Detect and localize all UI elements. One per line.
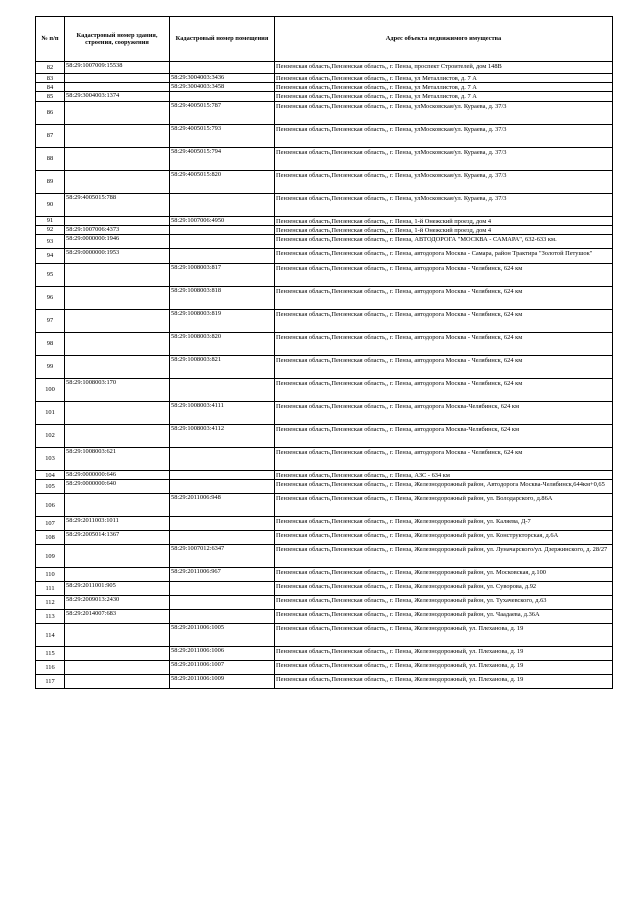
premises-cadastral-number: 58:29:1008003:4112 — [170, 425, 275, 448]
premises-cadastral-number — [170, 448, 275, 471]
table-row — [36, 74, 613, 83]
premises-cadastral-number: 58:29:4005015:794 — [170, 147, 275, 170]
address-cell: Пензенская область,Пензенская область,, г. Пенза, Железнодорожный район, ул. Володарского, д.86А — [275, 494, 613, 517]
table-row — [36, 83, 613, 92]
address-cell: Пензенская область,Пензенская область,, г. Пенза, ул Металлистов, д. 7 А — [275, 83, 613, 92]
building-cadastral-number: 58:29:0000000:640 — [65, 480, 170, 494]
address-cell: Пензенская область,Пензенская область,, г. Пенза, автодорога Москва-Челябинск, 624 км — [275, 425, 613, 448]
row-number: 107 — [36, 517, 65, 531]
row-number: 103 — [36, 448, 65, 471]
row-number: 106 — [36, 494, 65, 517]
table-row — [36, 517, 613, 531]
table-row — [36, 402, 613, 425]
table-row — [36, 531, 613, 545]
header-address: Адрес объекта недвижимого имущества — [275, 17, 613, 62]
premises-cadastral-number: 58:29:2011006:948 — [170, 494, 275, 517]
row-number: 102 — [36, 425, 65, 448]
address-cell: Пензенская область,Пензенская область,, г. Пенза, автодорога Москва - Челябинск, 624 км — [275, 264, 613, 287]
building-cadastral-number: 58:29:2005014:1367 — [65, 531, 170, 545]
premises-cadastral-number: 58:29:3004003:3458 — [170, 83, 275, 92]
address-cell: Пензенская область,Пензенская область,, г. Пенза, Железнодорожный, ул. Плеханова, д. 19 — [275, 647, 613, 661]
row-number: 90 — [36, 193, 65, 216]
row-number: 114 — [36, 624, 65, 647]
premises-cadastral-number — [170, 610, 275, 624]
table-row — [36, 310, 613, 333]
building-cadastral-number: 58:29:1007009:15538 — [65, 62, 170, 74]
building-cadastral-number — [65, 101, 170, 124]
table-row — [36, 249, 613, 264]
building-cadastral-number — [65, 568, 170, 582]
row-number: 87 — [36, 124, 65, 147]
building-cadastral-number — [65, 216, 170, 225]
row-number: 93 — [36, 235, 65, 249]
building-cadastral-number — [65, 170, 170, 193]
premises-cadastral-number: 58:29:1008003:821 — [170, 356, 275, 379]
row-number: 95 — [36, 264, 65, 287]
premises-cadastral-number: 58:29:4005015:820 — [170, 170, 275, 193]
premises-cadastral-number — [170, 249, 275, 264]
address-cell: Пензенская область,Пензенская область,, г. Пенза, автодорога Москва - Челябинск, 624 км — [275, 333, 613, 356]
row-number: 91 — [36, 216, 65, 225]
building-cadastral-number — [65, 264, 170, 287]
row-number: 85 — [36, 92, 65, 101]
building-cadastral-number — [65, 356, 170, 379]
header-building-cadastral: Кадастровый номер здания, строения, сооружения — [65, 17, 170, 62]
table-row — [36, 287, 613, 310]
row-number: 97 — [36, 310, 65, 333]
premises-cadastral-number: 58:29:2011006:1007 — [170, 661, 275, 675]
row-number: 111 — [36, 582, 65, 596]
row-number: 110 — [36, 568, 65, 582]
address-cell: Пензенская область,Пензенская область,, г. Пенза, автодорога Москва - Челябинск, 624 км — [275, 356, 613, 379]
premises-cadastral-number: 58:29:1007006:4950 — [170, 216, 275, 225]
table-row — [36, 494, 613, 517]
address-cell: Пензенская область,Пензенская область,, г. Пенза, ул Металлистов, д. 7 А — [275, 74, 613, 83]
address-cell: Пензенская область,Пензенская область,, г. Пенза, Железнодорожный, ул. Плеханова, д. 19 — [275, 624, 613, 647]
premises-cadastral-number: 58:29:4005015:787 — [170, 101, 275, 124]
table-row — [36, 545, 613, 568]
address-cell: Пензенская область,Пензенская область,, г. Пенза, 1-й Онежский проезд, дом 4 — [275, 216, 613, 225]
building-cadastral-number: 58:29:2011003:1011 — [65, 517, 170, 531]
premises-cadastral-number: 58:29:1008003:817 — [170, 264, 275, 287]
building-cadastral-number — [65, 83, 170, 92]
address-cell: Пензенская область,Пензенская область,, г. Пенза, проспект Строителей, дом 148В — [275, 62, 613, 74]
row-number: 96 — [36, 287, 65, 310]
row-number: 83 — [36, 74, 65, 83]
building-cadastral-number: 58:29:4005015:788 — [65, 193, 170, 216]
row-number: 105 — [36, 480, 65, 494]
premises-cadastral-number: 58:29:1008003:819 — [170, 310, 275, 333]
address-cell: Пензенская область,Пензенская область,, г. Пенза, ул Металлистов, д. 7 А — [275, 92, 613, 101]
row-number: 98 — [36, 333, 65, 356]
row-number: 109 — [36, 545, 65, 568]
premises-cadastral-number: 58:29:2011006:1009 — [170, 675, 275, 689]
premises-cadastral-number: 58:29:1008003:820 — [170, 333, 275, 356]
address-cell: Пензенская область,Пензенская область,, г. Пенза, автодорога Москва - Челябинск, 624 км — [275, 448, 613, 471]
table-row — [36, 675, 613, 689]
building-cadastral-number — [65, 545, 170, 568]
header-premises-cadastral: Кадастровый номер помещения — [170, 17, 275, 62]
address-cell: Пензенская область,Пензенская область,, г. Пенза, Железнодорожный, ул. Плеханова, д. 19 — [275, 675, 613, 689]
premises-cadastral-number: 58:29:1008003:818 — [170, 287, 275, 310]
premises-cadastral-number — [170, 471, 275, 480]
premises-cadastral-number — [170, 193, 275, 216]
row-number: 94 — [36, 249, 65, 264]
address-cell: Пензенская область,Пензенская область,, г. Пенза, 1-й Онежский проезд, дом 4 — [275, 225, 613, 234]
building-cadastral-number — [65, 124, 170, 147]
table-row — [36, 624, 613, 647]
table-row — [36, 92, 613, 101]
row-number: 101 — [36, 402, 65, 425]
building-cadastral-number: 58:29:3004003:1374 — [65, 92, 170, 101]
row-number: 113 — [36, 610, 65, 624]
building-cadastral-number — [65, 147, 170, 170]
table-row — [36, 124, 613, 147]
premises-cadastral-number — [170, 225, 275, 234]
building-cadastral-number — [65, 425, 170, 448]
premises-cadastral-number — [170, 531, 275, 545]
building-cadastral-number — [65, 675, 170, 689]
row-number: 112 — [36, 596, 65, 610]
premises-cadastral-number — [170, 596, 275, 610]
building-cadastral-number — [65, 494, 170, 517]
table-row — [36, 333, 613, 356]
address-cell: Пензенская область,Пензенская область,, г. Пенза, Железнодорожный район, ул. Суворова, д.92 — [275, 582, 613, 596]
address-cell: Пензенская область,Пензенская область,, г. Пенза, автодорога Москва-Челябинск, 624 км — [275, 402, 613, 425]
address-cell: Пензенская область,Пензенская область,, г. Пенза, Железнодорожный, ул. Плеханова, д. 19 — [275, 661, 613, 675]
header-num: № п/п — [36, 17, 65, 62]
premises-cadastral-number — [170, 480, 275, 494]
building-cadastral-number: 58:29:1008003:170 — [65, 379, 170, 402]
row-number: 99 — [36, 356, 65, 379]
premises-cadastral-number — [170, 582, 275, 596]
premises-cadastral-number — [170, 379, 275, 402]
building-cadastral-number — [65, 333, 170, 356]
table-row — [36, 62, 613, 74]
table-row — [36, 480, 613, 494]
premises-cadastral-number: 58:29:1007012:6347 — [170, 545, 275, 568]
building-cadastral-number: 58:29:1008003:621 — [65, 448, 170, 471]
address-cell: Пензенская область,Пензенская область,, г. Пенза, автодорога Москва - Челябинск, 624 км — [275, 310, 613, 333]
table-row — [36, 379, 613, 402]
address-cell: Пензенская область,Пензенская область,, г. Пенза, улМосковская/ул. Кураева, д. 37/3 — [275, 147, 613, 170]
building-cadastral-number — [65, 74, 170, 83]
premises-cadastral-number — [170, 517, 275, 531]
row-number: 104 — [36, 471, 65, 480]
address-cell: Пензенская область,Пензенская область,, г. Пенза, АВТОДОРОГА "МОСКВА - САМАРА", 632-633 км. — [275, 235, 613, 249]
premises-cadastral-number: 58:29:1008003:4111 — [170, 402, 275, 425]
building-cadastral-number: 58:29:0000000:1953 — [65, 249, 170, 264]
address-cell: Пензенская область,Пензенская область,, г. Пенза, Железнодорожный район, ул. Московская, д.100 — [275, 568, 613, 582]
table-header — [36, 17, 613, 62]
address-cell: Пензенская область,Пензенская область,, г. Пенза, автодорога Москва - Челябинск, 624 км — [275, 287, 613, 310]
premises-cadastral-number: 58:29:2011006:1006 — [170, 647, 275, 661]
row-number: 100 — [36, 379, 65, 402]
premises-cadastral-number: 58:29:3004003:3436 — [170, 74, 275, 83]
premises-cadastral-number: 58:29:4005015:793 — [170, 124, 275, 147]
address-cell: Пензенская область,Пензенская область,, г. Пенза, улМосковская/ул. Кураева, д. 37/3 — [275, 193, 613, 216]
address-cell: Пензенская область,Пензенская область,, г. Пенза, Железнодорожный район, ул. Чаадаева, д.36А — [275, 610, 613, 624]
address-cell: Пензенская область,Пензенская область,, г. Пенза, Железнодорожный район, ул. Конструкторская, д.6А — [275, 531, 613, 545]
table-row — [36, 225, 613, 234]
building-cadastral-number: 58:29:2011001:905 — [65, 582, 170, 596]
table-row — [36, 216, 613, 225]
premises-cadastral-number — [170, 62, 275, 74]
building-cadastral-number — [65, 287, 170, 310]
address-cell: Пензенская область,Пензенская область,, г. Пенза, Железнодорожный район, Автодорога Москва-Челябинск,644км+0,65 — [275, 480, 613, 494]
table-row — [36, 596, 613, 610]
table-row — [36, 170, 613, 193]
table-row — [36, 471, 613, 480]
row-number: 115 — [36, 647, 65, 661]
building-cadastral-number: 58:29:2014007:683 — [65, 610, 170, 624]
building-cadastral-number: 58:29:0000000:1946 — [65, 235, 170, 249]
row-number: 116 — [36, 661, 65, 675]
row-number: 82 — [36, 62, 65, 74]
row-number: 89 — [36, 170, 65, 193]
table-row — [36, 448, 613, 471]
building-cadastral-number — [65, 402, 170, 425]
address-cell: Пензенская область,Пензенская область,, г. Пенза, Железнодорожный район, ул. Луначарского/ул. Дзержинского, д. 28/27 — [275, 545, 613, 568]
building-cadastral-number — [65, 310, 170, 333]
row-number: 86 — [36, 101, 65, 124]
table-row — [36, 264, 613, 287]
address-cell: Пензенская область,Пензенская область,, г. Пенза, автодорога Москва - Самара, район Трактира "Золотой Петушок" — [275, 249, 613, 264]
table-row — [36, 235, 613, 249]
address-cell: Пензенская область,Пензенская область,, г. Пенза, Железнодорожный район, ул. Каляева, Д-7 — [275, 517, 613, 531]
table-row — [36, 356, 613, 379]
address-cell: Пензенская область,Пензенская область,, г. Пенза, автодорога Москва - Челябинск, 624 км — [275, 379, 613, 402]
table-row — [36, 193, 613, 216]
table-row — [36, 101, 613, 124]
building-cadastral-number — [65, 647, 170, 661]
table-row — [36, 661, 613, 675]
row-number: 117 — [36, 675, 65, 689]
table-row — [36, 147, 613, 170]
row-number: 88 — [36, 147, 65, 170]
table-row — [36, 568, 613, 582]
building-cadastral-number — [65, 661, 170, 675]
row-number: 92 — [36, 225, 65, 234]
address-cell: Пензенская область,Пензенская область,, г. Пенза, АЗС - 634 км — [275, 471, 613, 480]
property-table — [35, 16, 613, 689]
building-cadastral-number: 58:29:2009013:2430 — [65, 596, 170, 610]
address-cell: Пензенская область,Пензенская область,, г. Пенза, улМосковская/ул. Кураева, д. 37/3 — [275, 170, 613, 193]
table-row — [36, 647, 613, 661]
building-cadastral-number: 58:29:0000000:646 — [65, 471, 170, 480]
table-row — [36, 582, 613, 596]
row-number: 108 — [36, 531, 65, 545]
premises-cadastral-number — [170, 235, 275, 249]
table-row — [36, 610, 613, 624]
address-cell: Пензенская область,Пензенская область,, г. Пенза, Железнодорожный район, ул. Тухачевского, д.63 — [275, 596, 613, 610]
table-row — [36, 425, 613, 448]
premises-cadastral-number — [170, 92, 275, 101]
building-cadastral-number — [65, 624, 170, 647]
row-number: 84 — [36, 83, 65, 92]
premises-cadastral-number: 58:29:2011006:1005 — [170, 624, 275, 647]
building-cadastral-number: 58:29:1007006:4373 — [65, 225, 170, 234]
address-cell: Пензенская область,Пензенская область,, г. Пенза, улМосковская/ул. Кураева, д. 37/3 — [275, 101, 613, 124]
premises-cadastral-number: 58:29:2011006:967 — [170, 568, 275, 582]
address-cell: Пензенская область,Пензенская область,, г. Пенза, улМосковская/ул. Кураева, д. 37/3 — [275, 124, 613, 147]
